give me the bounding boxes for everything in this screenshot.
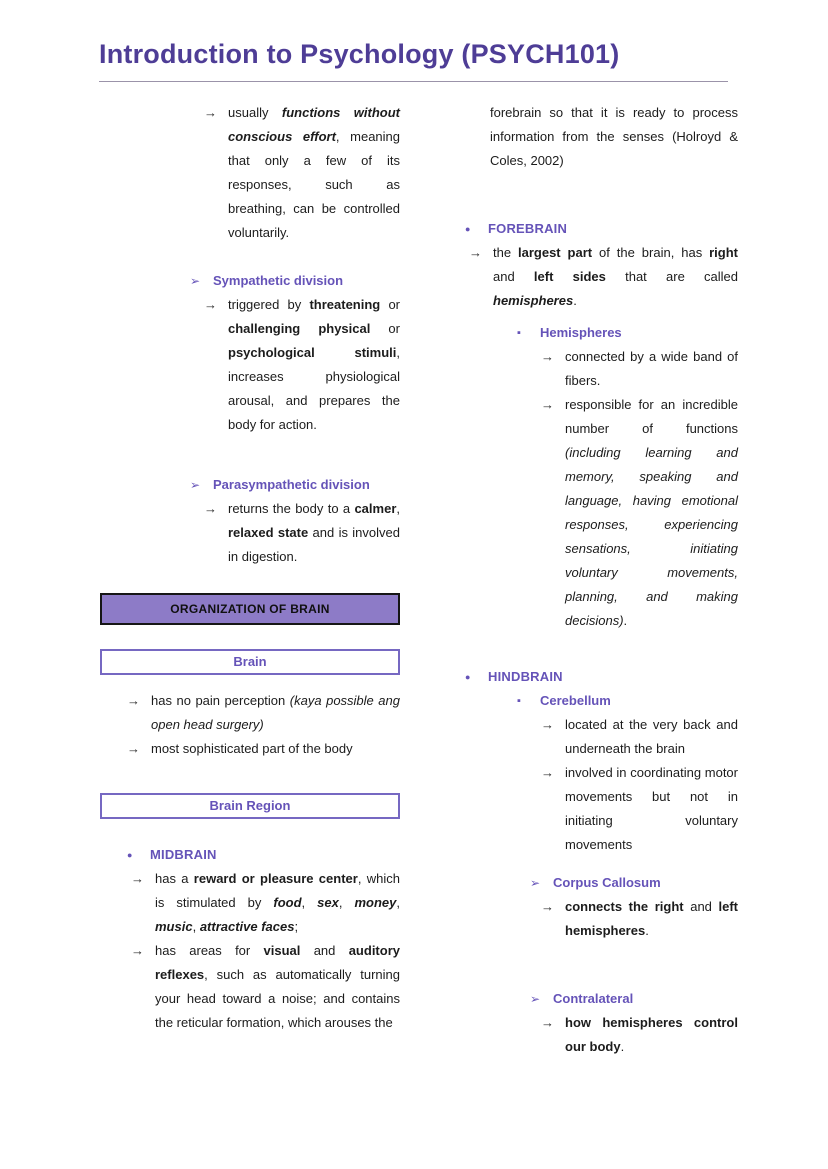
chevron-icon: ➢ xyxy=(190,478,201,492)
box-label: Brain xyxy=(233,654,267,669)
heading-text: Cerebellum xyxy=(540,693,611,708)
section-banner-organization-of-brain xyxy=(100,593,400,625)
arrow-icon: → xyxy=(131,871,144,886)
note-item-midbrain-reflexes xyxy=(100,939,400,1035)
heading-sympathetic-division xyxy=(100,269,400,293)
heading-midbrain xyxy=(100,843,400,867)
note-text: forebrain so that it is ready to process information from the senses (Holroyd & Coles, 2002) xyxy=(490,105,738,168)
note-item-forebrain xyxy=(465,241,738,313)
note-item-autonomic xyxy=(100,101,400,245)
arrow-icon: → xyxy=(541,397,554,412)
note-text: returns the body to a calmer, relaxed state and is involved in digestion. xyxy=(228,501,400,564)
arrow-icon: → xyxy=(127,741,140,756)
heading-hindbrain xyxy=(465,665,738,689)
note-text: has areas for visual and auditory reflexes, such as automatically turning your head toward a noise; and contains the reticular formation, which arouses the xyxy=(155,943,400,1030)
heading-forebrain xyxy=(465,217,738,241)
note-item-midbrain-reward xyxy=(100,867,400,939)
heading-text: MIDBRAIN xyxy=(150,847,217,862)
bullet-icon: ● xyxy=(465,224,471,234)
note-text: the largest part of the brain, has right and left sides that are called hemispheres. xyxy=(493,245,739,308)
arrow-icon: → xyxy=(541,765,554,780)
note-item-cerebellum-location xyxy=(465,713,738,761)
note-item-corpus-callosum xyxy=(465,895,738,943)
arrow-icon: → xyxy=(469,245,482,260)
arrow-icon: → xyxy=(131,943,144,958)
arrow-icon: → xyxy=(541,1015,554,1030)
arrow-icon: → xyxy=(204,501,217,516)
note-text: involved in coordinating motor movements but not in initiating voluntary movements xyxy=(565,765,738,852)
note-item-hemispheres-fibers xyxy=(465,345,738,393)
heading-text: HINDBRAIN xyxy=(488,669,563,684)
arrow-icon: → xyxy=(204,105,217,120)
square-bullet-icon: ▪ xyxy=(517,327,521,339)
chevron-icon: ➢ xyxy=(530,992,541,1006)
arrow-icon: → xyxy=(541,349,554,364)
arrow-icon: → xyxy=(127,693,140,708)
bullet-icon: ● xyxy=(127,850,133,860)
heading-text: Parasympathetic division xyxy=(213,477,370,492)
chevron-icon: ➢ xyxy=(190,274,201,288)
heading-contralateral xyxy=(465,987,738,1011)
arrow-icon: → xyxy=(541,899,554,914)
heading-corpus-callosum xyxy=(465,871,738,895)
left-column xyxy=(100,101,400,1035)
heading-text: Contralateral xyxy=(553,991,634,1006)
note-item-contralateral xyxy=(465,1011,738,1059)
subsection-box-brain-region xyxy=(100,793,400,819)
note-text: has no pain perception (kaya possible ang open head surgery) xyxy=(151,693,400,732)
note-text: triggered by threatening or challenging physical or psychological stimuli, increases physiological arousal, and prepares the body for action. xyxy=(228,297,401,432)
note-text: connected by a wide band of fibers. xyxy=(565,349,738,388)
arrow-icon: → xyxy=(204,297,217,312)
heading-text: FOREBRAIN xyxy=(488,221,568,236)
heading-text: Hemispheres xyxy=(540,325,622,340)
note-item-sympathetic xyxy=(100,293,400,437)
note-item-parasympathetic xyxy=(100,497,400,569)
note-text: most sophisticated part of the body xyxy=(151,741,353,756)
square-bullet-icon: ▪ xyxy=(517,695,521,707)
note-item-cerebellum-movements xyxy=(465,761,738,857)
note-text: located at the very back and underneath the brain xyxy=(565,717,738,756)
heading-text: Corpus Callosum xyxy=(553,875,661,890)
bullet-icon: ● xyxy=(465,672,471,682)
heading-cerebellum xyxy=(465,689,738,713)
note-text: how hemispheres control our body. xyxy=(565,1015,738,1054)
chevron-icon: ➢ xyxy=(530,876,541,890)
note-item-brain-pain xyxy=(100,689,400,737)
heading-parasympathetic-division xyxy=(100,473,400,497)
arrow-icon: → xyxy=(541,717,554,732)
content-columns xyxy=(0,82,828,1059)
right-column xyxy=(465,101,738,1059)
box-label: Brain Region xyxy=(209,798,291,813)
note-item-hemispheres-functions xyxy=(465,393,738,633)
note-item-brain-sophisticated xyxy=(100,737,400,761)
banner-text: ORGANIZATION OF BRAIN xyxy=(170,602,330,616)
note-text: connects the right and left hemispheres. xyxy=(565,899,738,938)
note-text: has a reward or pleasure center, which is stimulated by food, sex, money, music, attractive faces; xyxy=(155,871,401,934)
heading-text: Sympathetic division xyxy=(213,273,344,288)
page-title: Introduction to Psychology (PSYCH101) xyxy=(99,39,620,69)
note-text: responsible for an incredible number of functions (including learning and memory, speaking and language, having emotional responses, experiencing sensations, initiating voluntary movements, planning, and making decisions). xyxy=(565,397,738,628)
subsection-box-brain xyxy=(100,649,400,675)
note-text: usually functions without conscious effort, meaning that only a few of its responses, such as breathing, can be controlled voluntarily. xyxy=(228,105,401,240)
note-continuation xyxy=(465,101,738,173)
heading-hemispheres xyxy=(465,321,738,345)
